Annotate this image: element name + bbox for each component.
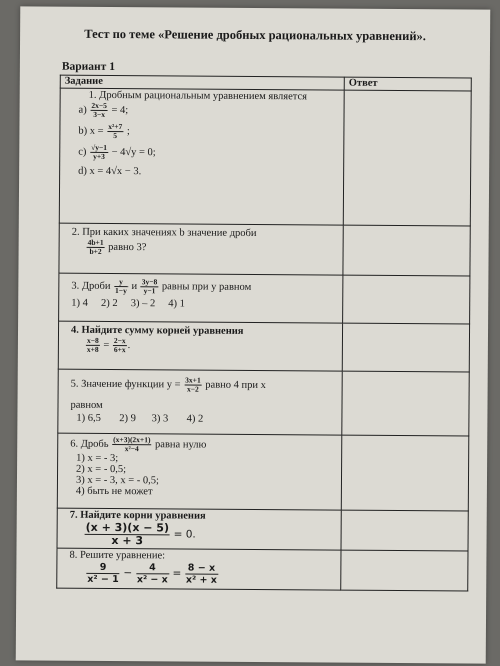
column-header-task: Задание bbox=[60, 75, 344, 90]
question-8-fraction-1 bbox=[86, 562, 120, 585]
question-3-conjunction: и bbox=[131, 281, 138, 293]
question-6-option-1: 1) x = - 3; bbox=[76, 452, 119, 465]
fraction-numerator: 8 − x bbox=[185, 563, 218, 575]
answer-cell-8[interactable] bbox=[341, 550, 468, 591]
question-4-text: 4. Найдите сумму корней уравнения bbox=[70, 324, 244, 337]
question-5-fraction bbox=[184, 377, 202, 394]
question-2-text: 2. При каких значениях b значение дроби bbox=[71, 226, 257, 240]
question-row-1 bbox=[59, 88, 471, 226]
question-5-line2: равном bbox=[70, 399, 103, 411]
fraction-numerator: 9 bbox=[86, 562, 120, 574]
fraction-numerator: 4b+1 bbox=[87, 237, 104, 247]
question-8-equation bbox=[61, 562, 336, 587]
equals-sign: = bbox=[103, 339, 110, 351]
question-6-fraction bbox=[112, 436, 151, 453]
fraction-numerator: √y−1 bbox=[91, 142, 108, 152]
question-8-fraction-3 bbox=[185, 563, 218, 586]
question-3-suffix: равны при у равном bbox=[161, 281, 252, 293]
fraction-numerator: x−8 bbox=[86, 335, 99, 345]
question-4-equation bbox=[63, 337, 338, 356]
fraction-denominator: x+8 bbox=[86, 344, 99, 354]
question-4 bbox=[58, 321, 342, 371]
question-row-8 bbox=[57, 548, 468, 591]
question-1 bbox=[59, 88, 344, 225]
fraction-denominator: 1−y bbox=[115, 286, 127, 296]
question-6-option-2: 2) x = - 0,5; bbox=[76, 463, 127, 476]
question-2 bbox=[59, 223, 343, 275]
fraction-denominator: 3−x bbox=[93, 109, 106, 119]
question-5-prefix: 5. Значение функции у = bbox=[70, 378, 181, 391]
fraction-numerator: 2−x bbox=[113, 336, 126, 346]
option-b-fraction bbox=[107, 123, 123, 140]
question-6-prefix: 6. Дробь bbox=[70, 438, 109, 450]
fraction-numerator: y bbox=[114, 278, 128, 287]
question-1-text: 1. Дробным рациональным уравнением является bbox=[88, 89, 308, 103]
fraction-numerator: (x + 3)(x − 5) bbox=[85, 520, 170, 535]
question-5-suffix: равно 4 при x bbox=[205, 379, 266, 391]
option-a-rest: = 4; bbox=[111, 104, 129, 117]
question-8 bbox=[57, 548, 341, 590]
fraction-denominator: 5 bbox=[113, 131, 118, 141]
fraction-denominator: y+3 bbox=[93, 151, 105, 161]
variant-label: Вариант 1 bbox=[61, 60, 116, 74]
question-6-option-3: 3) x = - 3, x = - 0,5; bbox=[75, 474, 160, 487]
option-c-fraction bbox=[90, 144, 108, 161]
fraction-denominator: b+2 bbox=[89, 246, 102, 256]
fraction-numerator: 2x−5 bbox=[91, 100, 107, 110]
option-c-label: c) bbox=[78, 146, 87, 158]
option-a-label: a) bbox=[78, 104, 87, 116]
question-1-option-b bbox=[64, 123, 339, 142]
question-row-4 bbox=[58, 321, 469, 372]
question-3-options: 1) 4 2) 2 3) – 2 4) 1 bbox=[71, 297, 186, 310]
question-8-fraction-2 bbox=[136, 562, 169, 585]
fraction-denominator: x² − x bbox=[136, 574, 168, 586]
answer-cell-4[interactable] bbox=[342, 323, 469, 372]
question-7-equation bbox=[62, 522, 337, 549]
question-6-text bbox=[62, 436, 337, 455]
question-5-text bbox=[63, 376, 338, 395]
question-4-fraction-1 bbox=[86, 337, 100, 354]
fraction-numerator: x²+7 bbox=[108, 121, 123, 132]
question-1-option-a bbox=[65, 102, 340, 121]
question-2-fraction bbox=[87, 239, 105, 256]
worksheet-paper bbox=[16, 6, 491, 663]
question-row-3 bbox=[59, 273, 470, 324]
fraction-numerator: 3x+1 bbox=[185, 375, 201, 385]
fraction-numerator: 3y−8 bbox=[141, 277, 158, 287]
question-7-fraction bbox=[85, 522, 171, 548]
question-1-option-d: d) x = 4√x − 3. bbox=[78, 165, 142, 178]
question-4-fraction-2 bbox=[113, 337, 127, 354]
question-2-rest: равно 3? bbox=[108, 241, 147, 254]
fraction-denominator: 6+x bbox=[113, 345, 126, 355]
question-5-options: 1) 6,5 2) 9 3) 3 4) 2 bbox=[76, 412, 204, 425]
minus-sign: − bbox=[123, 567, 133, 580]
answer-cell-1[interactable] bbox=[343, 90, 471, 226]
question-2-expression bbox=[64, 239, 339, 258]
question-3-text bbox=[63, 278, 338, 297]
answer-cell-7[interactable] bbox=[341, 510, 468, 551]
fraction-denominator: x²−4 bbox=[124, 444, 139, 454]
option-a-fraction bbox=[90, 102, 108, 119]
question-3-fraction-2 bbox=[141, 278, 159, 295]
question-6-suffix: равна нулю bbox=[155, 439, 207, 451]
fraction-denominator: x + 3 bbox=[111, 534, 144, 548]
equals-sign: = bbox=[172, 567, 182, 580]
question-row-7 bbox=[57, 508, 468, 551]
fraction-numerator: 4 bbox=[136, 562, 169, 574]
question-3-fraction-1 bbox=[114, 278, 128, 295]
question-5 bbox=[58, 369, 342, 435]
option-b-rest: ; bbox=[126, 126, 130, 138]
question-row-6 bbox=[57, 433, 469, 511]
test-table bbox=[56, 75, 472, 592]
answer-cell-3[interactable] bbox=[343, 275, 470, 324]
question-3 bbox=[59, 273, 343, 323]
page-title: Тест по теме «Решение дробных рациональных уравнений». bbox=[84, 26, 426, 44]
answer-cell-5[interactable] bbox=[342, 371, 469, 436]
question-1-option-c bbox=[64, 144, 339, 163]
option-b-label: b) x = bbox=[78, 125, 104, 137]
question-6-option-4: 4) быть не может bbox=[75, 485, 153, 498]
question-4-end: . bbox=[127, 340, 131, 352]
question-3-prefix: 3. Дроби bbox=[71, 280, 111, 292]
question-7-text: 7. Найдите корни уравнения bbox=[69, 509, 206, 522]
question-8-text: 8. Решите уравнение: bbox=[69, 549, 166, 562]
question-row-5 bbox=[58, 369, 469, 436]
fraction-numerator: (x+3)(2x+1) bbox=[113, 435, 151, 445]
answer-cell-2[interactable] bbox=[343, 225, 470, 276]
fraction-denominator: x² − 1 bbox=[87, 573, 119, 586]
answer-cell-6[interactable] bbox=[341, 435, 469, 511]
fraction-denominator: x² + x bbox=[185, 574, 217, 586]
fraction-denominator: x−2 bbox=[186, 384, 199, 394]
question-7-rest: = 0. bbox=[173, 528, 196, 541]
question-6 bbox=[57, 433, 342, 510]
question-row-2 bbox=[59, 223, 470, 276]
fraction-denominator: y−1 bbox=[143, 286, 156, 296]
column-header-answer: Ответ bbox=[344, 77, 471, 91]
option-c-rest: − 4√y = 0; bbox=[111, 146, 156, 159]
question-7 bbox=[57, 508, 341, 550]
